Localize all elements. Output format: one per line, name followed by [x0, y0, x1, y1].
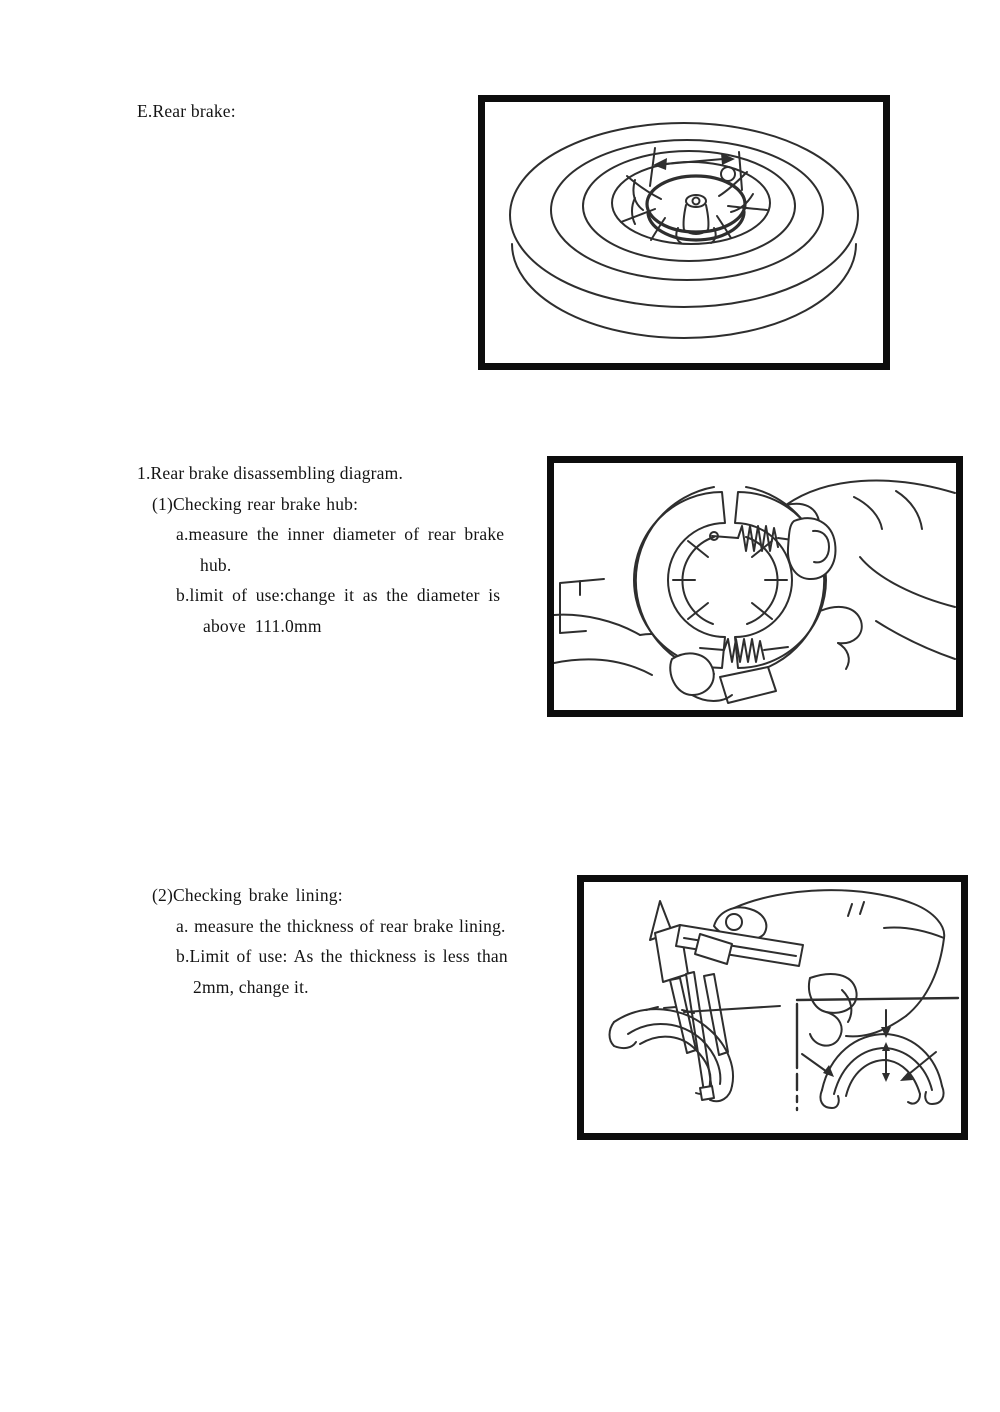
section-brake-lining: [152, 880, 582, 1002]
section1-item1-b-line2: above 111.0mm: [203, 615, 322, 636]
section1-item1-label: (1)Checking rear brake hub:: [152, 493, 359, 514]
rear-wheel-figure: [485, 102, 883, 363]
figure-frame-caliper: [577, 875, 968, 1140]
section2-item2-b-line2: 2mm, change it.: [193, 976, 309, 997]
section1-heading: 1.Rear brake disassembling diagram.: [137, 463, 404, 483]
section2-item2-b-line1: b.Limit of use: As the thickness is less than: [176, 946, 508, 966]
section-rear-brake-hub: [137, 458, 557, 641]
figure-frame-rear-wheel: [478, 95, 890, 370]
section1-item1-b-line1: b.limit of use:change it as the diameter is: [176, 585, 501, 605]
section2-item2-label: (2)Checking brake lining:: [152, 885, 343, 905]
figure-frame-brake-shoes: [547, 456, 963, 717]
caliper-measurement-figure: [584, 882, 961, 1133]
brake-shoe-hands-figure: [554, 463, 956, 710]
section1-item1-a-line2: hub.: [200, 554, 232, 575]
page-title: E.Rear brake:: [137, 101, 236, 121]
section1-item1-a-line1: a.measure the inner diameter of rear brake: [176, 524, 505, 544]
section2-item2-a-line1: a. measure the thickness of rear brake lining.: [176, 915, 506, 936]
